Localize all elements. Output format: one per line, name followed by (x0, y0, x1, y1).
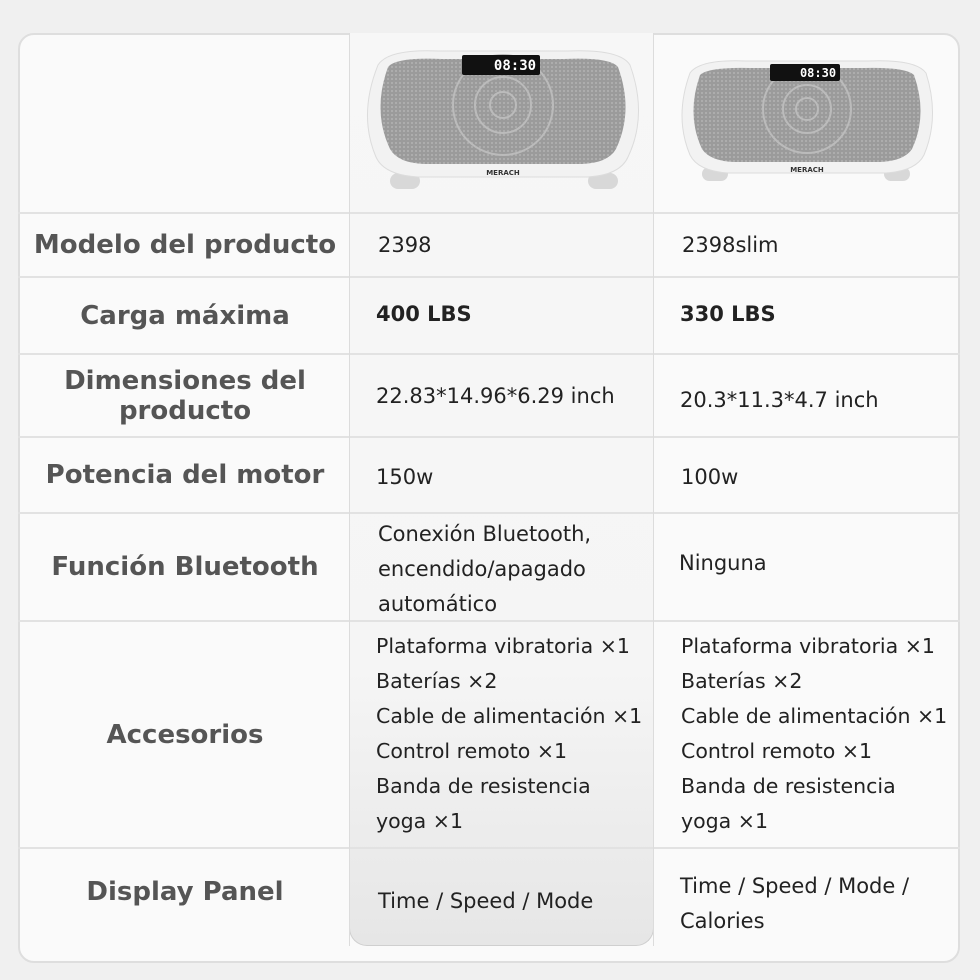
product-brand-logo: MERACH (790, 166, 824, 174)
cell-accessories-2398slim: Plataforma vibratoria ×1 Baterías ×2 Cable de alimentación ×1 Control remoto ×1 Banda de resistencia yoga ×1 (681, 634, 948, 833)
row-label-motor-power: Potencia del motor (45, 460, 325, 490)
cell-dimensions-2398: 22.83*14.96*6.29 inch (376, 384, 615, 408)
row-label-dimensions: Dimensiones del producto (64, 365, 306, 426)
column-divider (653, 33, 654, 946)
row-label-max-load: Carga máxima (80, 300, 290, 331)
cell-load-2398slim: 330 LBS (680, 302, 776, 326)
cell-model-2398slim: 2398slim (682, 233, 779, 257)
cell-display-2398slim: Time / Speed / Mode / Calories (680, 874, 910, 933)
product-image-2398slim (672, 55, 942, 190)
column-divider (349, 33, 350, 946)
row-label-accessories: Accesorios (106, 719, 264, 750)
product-display-digits: 08:30 (493, 58, 537, 74)
row-label-model: Modelo del producto (33, 230, 337, 260)
cell-motor-2398: 150w (376, 465, 434, 489)
product-image-2398 (358, 45, 648, 195)
product-brand-logo: MERACH (486, 169, 520, 177)
cell-model-2398: 2398 (378, 233, 432, 257)
row-label-bluetooth: Función Bluetooth (51, 552, 319, 582)
cell-motor-2398slim: 100w (681, 465, 739, 489)
product-display-digits: 08:30 (799, 66, 837, 80)
row-label-display-panel: Display Panel (86, 877, 284, 907)
cell-bluetooth-2398slim: Ninguna (679, 551, 767, 575)
cell-load-2398: 400 LBS (376, 302, 472, 326)
cell-display-2398: Time / Speed / Mode (378, 889, 594, 913)
cell-bluetooth-2398: Conexión Bluetooth, encendido/apagado automático (378, 522, 592, 616)
cell-dimensions-2398slim: 20.3*11.3*4.7 inch (680, 388, 879, 412)
cell-accessories-2398: Plataforma vibratoria ×1 Baterías ×2 Cable de alimentación ×1 Control remoto ×1 Banda de resistencia yoga ×1 (376, 634, 643, 833)
